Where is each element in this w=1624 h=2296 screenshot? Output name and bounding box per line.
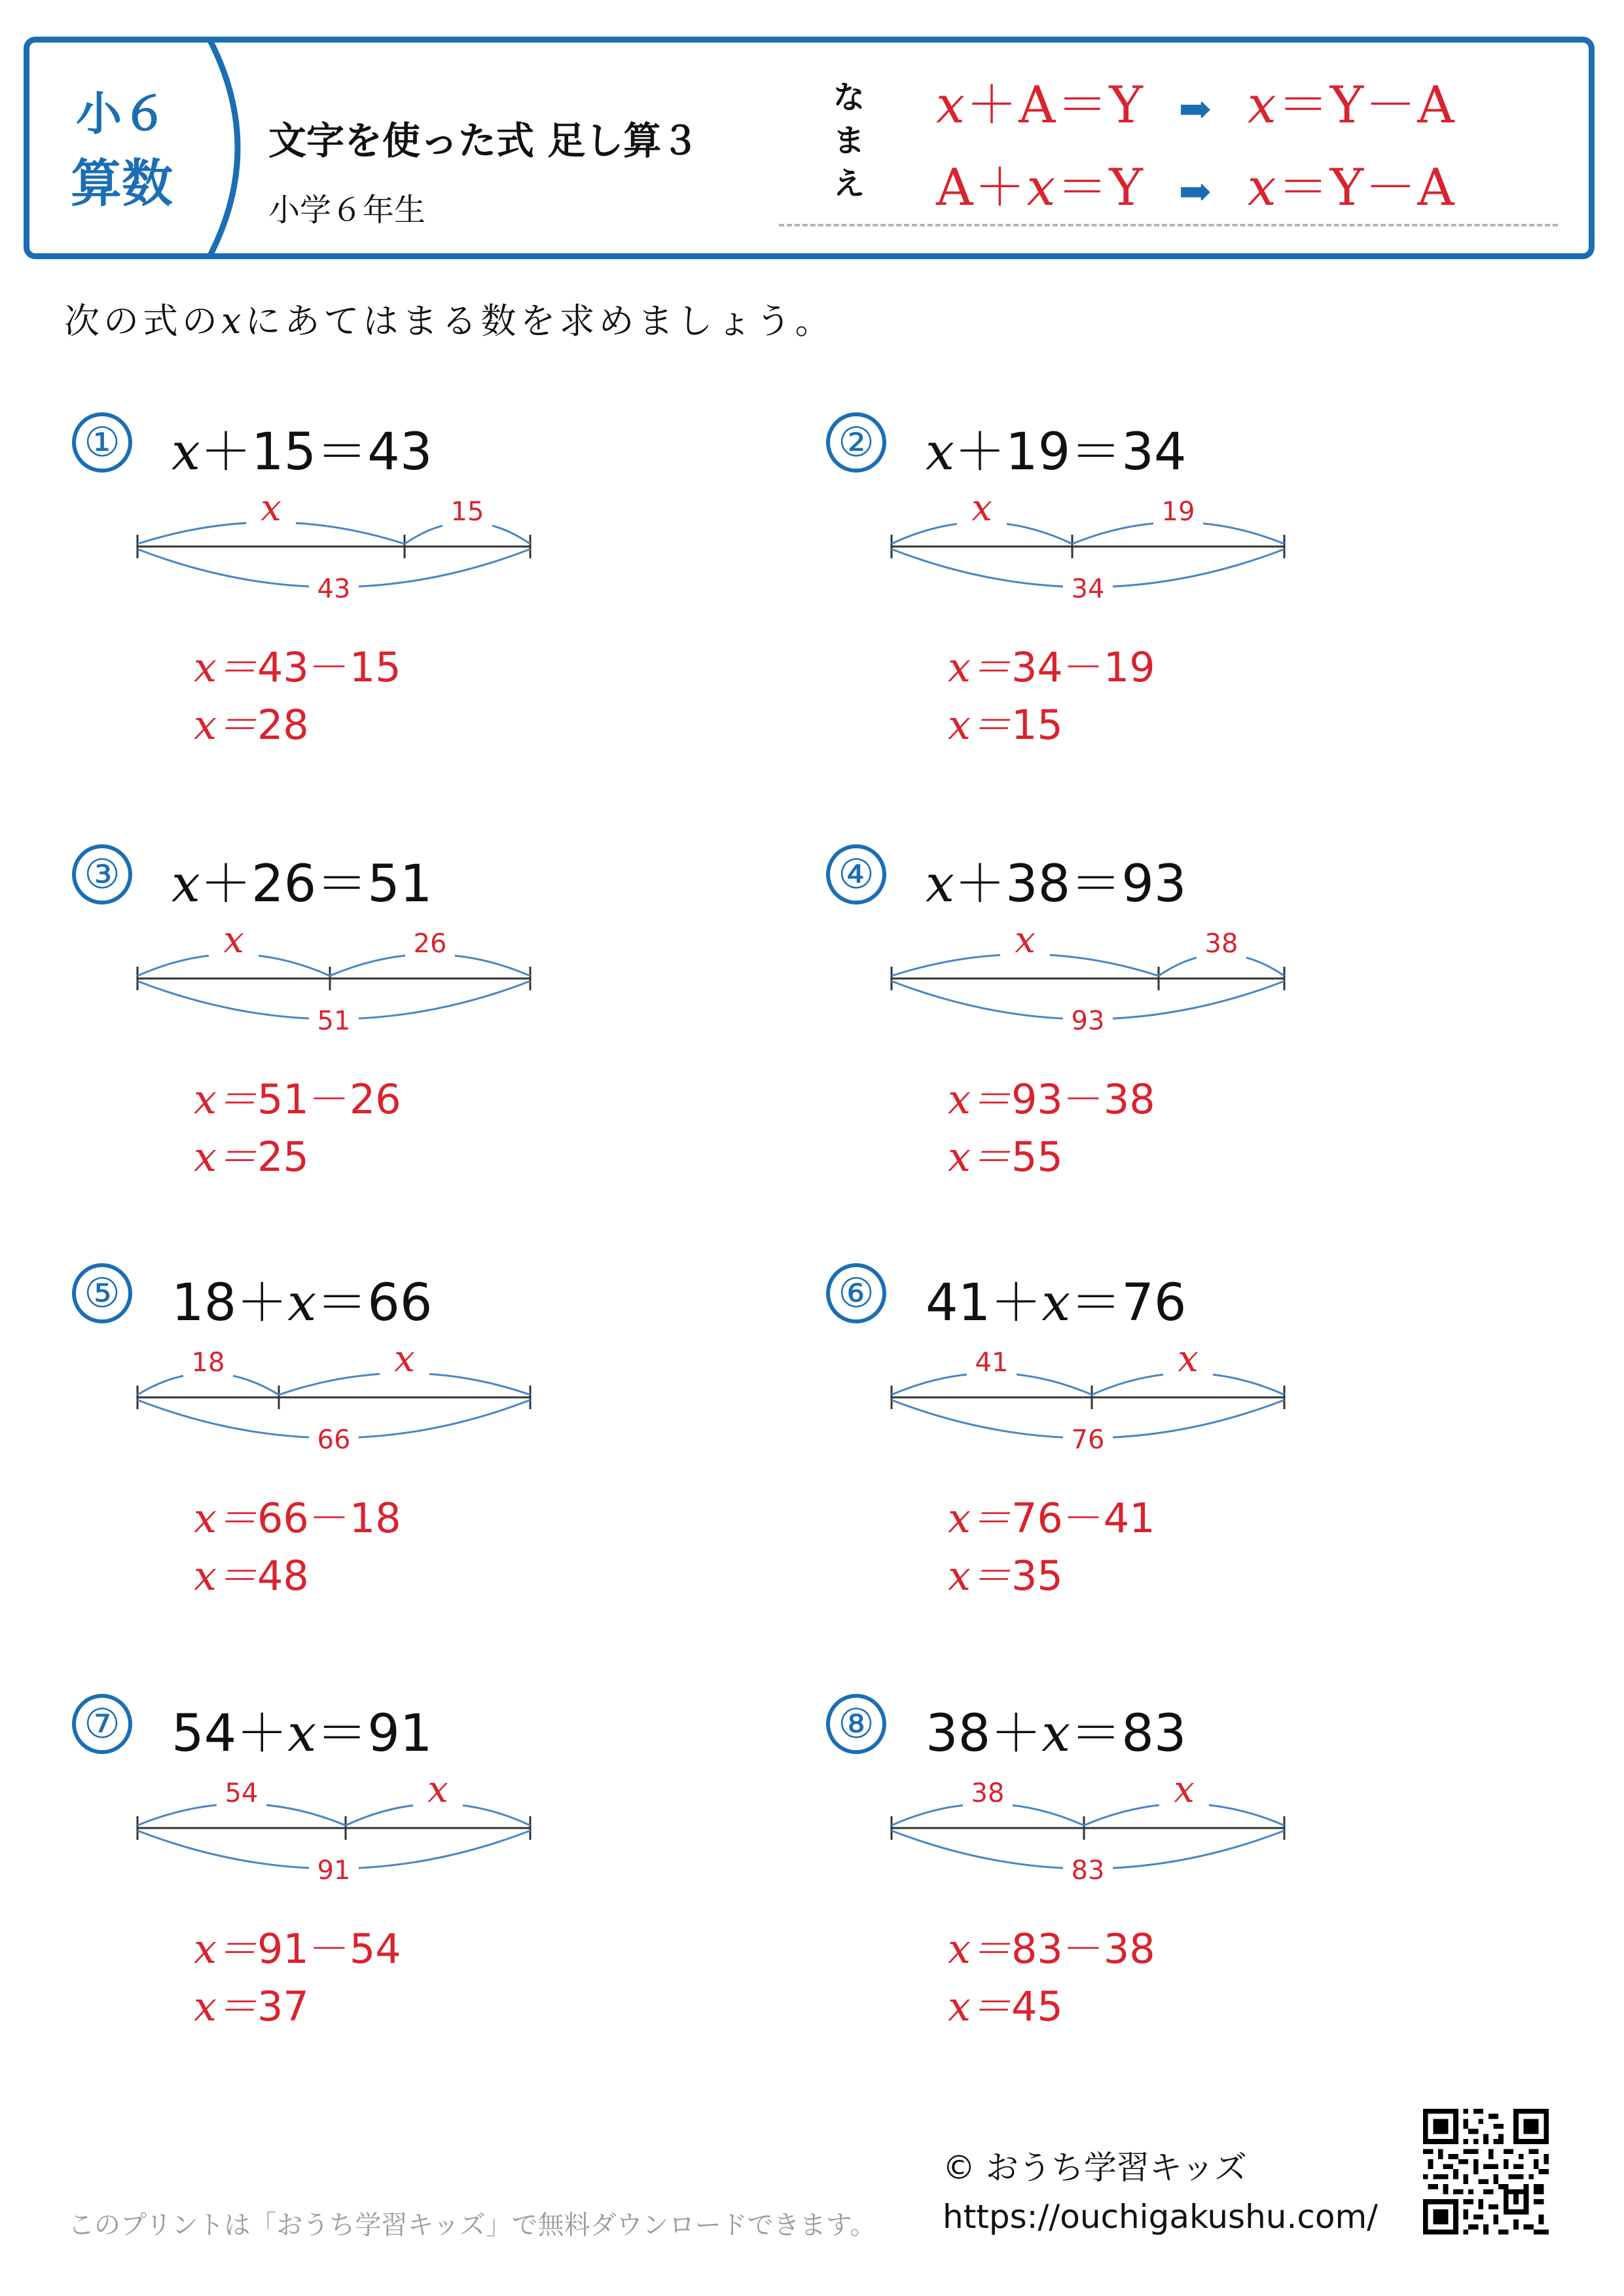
variable-x: x — [926, 423, 954, 482]
bar-diagram — [111, 916, 556, 1041]
equation-text: ＋19＝34 — [954, 423, 1187, 482]
answer-step-1 — [948, 1067, 1155, 1125]
bar-diagram — [111, 1335, 556, 1460]
answer-step-1 — [194, 1916, 401, 1975]
right-arrow-icon: ➡ — [1178, 169, 1213, 215]
answer-step-2 — [194, 692, 309, 751]
answer-step-1 — [948, 1486, 1155, 1544]
diagram-label-total: 91 — [317, 1856, 351, 1886]
equation-text: 18＋ — [171, 1274, 288, 1333]
variable-x: x — [171, 423, 200, 482]
problem-equation — [171, 1262, 433, 1335]
answer-value: 48 — [257, 1552, 309, 1600]
formula-text: ＝Y－A — [1277, 76, 1456, 135]
problem-equation — [926, 843, 1187, 916]
answer-expression: 34－19 — [1011, 643, 1155, 691]
answer-prefix: 𝑥＝ — [194, 1133, 257, 1181]
problem-number: ⑤ — [72, 1263, 132, 1323]
answer-prefix: 𝑥＝ — [948, 1133, 1011, 1181]
diagram-label-first: x — [1015, 919, 1036, 961]
answer-prefix: 𝑥＝ — [948, 1075, 1011, 1123]
name-write-line[interactable] — [779, 224, 1558, 226]
problem-1 — [72, 412, 727, 805]
answer-expression: 83－38 — [1011, 1925, 1155, 1973]
answer-step-2 — [194, 1124, 309, 1183]
problem-equation — [926, 1693, 1187, 1766]
answer-expression: 66－18 — [257, 1494, 401, 1542]
formula-text: ＝Y — [1056, 158, 1144, 217]
answer-expression: 93－38 — [1011, 1075, 1155, 1123]
answer-step-1 — [194, 1067, 401, 1125]
name-label-char: え — [833, 166, 865, 202]
equation-text: ＋15＝43 — [200, 423, 433, 482]
answer-expression: 91－54 — [257, 1925, 401, 1973]
diagram-label-first: x — [223, 919, 244, 961]
variable-x: 𝑥 — [1026, 158, 1057, 217]
answer-prefix: 𝑥＝ — [948, 1982, 1011, 2030]
diagram-label-second: x — [1178, 1338, 1199, 1380]
variable-x: x — [287, 1274, 317, 1333]
variable-x: x — [171, 855, 200, 914]
problem-number: ⑧ — [826, 1694, 886, 1754]
grade-level: 小６ — [76, 87, 168, 141]
equation-text: ＋26＝51 — [200, 855, 433, 914]
site-url[interactable]: https://ouchigakushu.com/ — [943, 2198, 1379, 2236]
answer-prefix: 𝑥＝ — [948, 643, 1011, 691]
answer-value: 15 — [1011, 701, 1063, 749]
equation-text: ＝76 — [1070, 1274, 1187, 1333]
diagram-label-second: 19 — [1161, 497, 1195, 527]
worksheet-subtitle: 小学６年生 — [268, 192, 426, 228]
answer-prefix: 𝑥＝ — [948, 701, 1011, 749]
problem-equation — [171, 1693, 433, 1766]
answer-value: 35 — [1011, 1552, 1063, 1600]
problem-8 — [826, 1694, 1481, 2087]
problem-equation — [926, 411, 1187, 484]
variable-x: 𝑥 — [1247, 76, 1278, 135]
answer-step-1 — [948, 1916, 1155, 1975]
diagram-label-second: x — [1174, 1768, 1195, 1811]
problem-5 — [72, 1263, 727, 1656]
diagram-label-first: 41 — [975, 1348, 1009, 1378]
diagram-label-total: 83 — [1071, 1856, 1105, 1886]
answer-prefix: 𝑥＝ — [194, 1075, 257, 1123]
variable-x: x — [287, 1704, 317, 1763]
diagram-label-first: 18 — [191, 1348, 225, 1378]
answer-step-2 — [194, 1974, 309, 2032]
diagram-label-second: 38 — [1204, 929, 1238, 959]
bar-diagram — [865, 484, 1310, 609]
diagram-label-second: x — [427, 1768, 448, 1811]
equation-text: ＝91 — [316, 1704, 433, 1763]
answer-prefix: 𝑥＝ — [194, 1494, 257, 1542]
answer-step-2 — [948, 1543, 1063, 1602]
problem-7 — [72, 1694, 727, 2087]
answer-step-2 — [948, 1974, 1063, 2032]
answer-value: 28 — [257, 701, 309, 749]
answer-prefix: 𝑥＝ — [194, 1552, 257, 1600]
answer-step-1 — [194, 1486, 401, 1544]
variable-x: 𝑥 — [936, 76, 966, 135]
answer-prefix: 𝑥＝ — [194, 643, 257, 691]
bar-diagram — [865, 1766, 1310, 1890]
variable-x: 𝑥 — [1247, 158, 1278, 217]
answer-prefix: 𝑥＝ — [948, 1925, 1011, 1973]
answer-value: 37 — [257, 1982, 309, 2030]
diagram-label-second: 26 — [413, 929, 447, 959]
formula-text: ＝Y－A — [1277, 158, 1456, 217]
problem-number: ④ — [826, 844, 886, 905]
rule-formula-1 — [936, 64, 1456, 137]
problem-equation — [926, 1262, 1187, 1335]
worksheet-title: 文字を使った式 足し算３ — [268, 118, 700, 163]
rule-formula-2 — [936, 147, 1456, 220]
diagram-label-total: 93 — [1071, 1006, 1105, 1036]
problem-4 — [826, 844, 1481, 1237]
diagram-label-total: 43 — [317, 574, 351, 604]
name-label-char: ま — [833, 122, 865, 159]
answer-value: 55 — [1011, 1133, 1063, 1181]
problem-number: ⑥ — [826, 1263, 886, 1323]
equation-text: ＋38＝93 — [954, 855, 1187, 914]
name-label-char: な — [833, 79, 865, 116]
answer-step-1 — [948, 635, 1155, 693]
diagram-label-second: x — [394, 1338, 415, 1380]
diagram-label-first: x — [261, 487, 281, 529]
diagram-label-total: 51 — [317, 1006, 351, 1036]
variable-x: x — [926, 855, 954, 914]
answer-expression: 43－15 — [257, 643, 401, 691]
copyright-text: © おうち学習キッズ — [943, 2149, 1247, 2187]
answer-prefix: 𝑥＝ — [194, 1925, 257, 1973]
diagram-label-second: 15 — [450, 497, 484, 527]
diagram-label-total: 66 — [317, 1425, 351, 1455]
equation-text: 41＋ — [926, 1274, 1042, 1333]
right-arrow-icon: ➡ — [1178, 86, 1213, 132]
answer-prefix: 𝑥＝ — [194, 701, 257, 749]
bar-diagram — [111, 1766, 556, 1890]
equation-text: 54＋ — [171, 1704, 288, 1763]
problem-number: ② — [826, 412, 886, 473]
answer-prefix: 𝑥＝ — [948, 1494, 1011, 1542]
diagram-label-total: 76 — [1071, 1425, 1105, 1455]
answer-prefix: 𝑥＝ — [948, 1552, 1011, 1600]
problem-equation — [171, 411, 433, 484]
answer-expression: 76－41 — [1011, 1494, 1155, 1542]
diagram-label-total: 34 — [1071, 574, 1105, 604]
problem-equation — [171, 843, 433, 916]
name-label — [826, 76, 872, 206]
diagram-label-first: 54 — [225, 1778, 259, 1808]
problem-number: ① — [72, 412, 132, 473]
answer-value: 45 — [1011, 1982, 1063, 2030]
answer-expression: 51－26 — [257, 1075, 401, 1123]
problem-3 — [72, 844, 727, 1237]
qr-code — [1423, 2109, 1549, 2234]
answer-step-1 — [194, 635, 401, 693]
variable-x: x — [1041, 1274, 1071, 1333]
subject-label: 算数 — [70, 154, 173, 213]
equation-text: ＝66 — [316, 1274, 433, 1333]
bar-diagram — [865, 1335, 1310, 1460]
answer-prefix: 𝑥＝ — [194, 1982, 257, 2030]
answer-step-2 — [948, 1124, 1063, 1183]
diagram-label-first: x — [971, 487, 992, 529]
formula-text: A＋ — [936, 158, 1027, 217]
bar-diagram — [865, 916, 1310, 1041]
problem-number: ③ — [72, 844, 132, 905]
diagram-label-first: 38 — [971, 1778, 1005, 1808]
footer-note: このプリントは「おうち学習キッズ」で無料ダウンロードできます。 — [68, 2210, 876, 2240]
formula-text: ＋A＝Y — [966, 76, 1144, 135]
bar-diagram — [111, 484, 556, 609]
answer-value: 25 — [257, 1133, 309, 1181]
problem-number: ⑦ — [72, 1694, 132, 1754]
instruction-text: 次の式の𝑥にあてはまる数を求めましょう。 — [64, 300, 835, 342]
grade-badge — [24, 37, 246, 259]
equation-text: 38＋ — [926, 1704, 1042, 1763]
answer-step-2 — [194, 1543, 309, 1602]
equation-text: ＝83 — [1070, 1704, 1187, 1763]
variable-x: x — [1041, 1704, 1071, 1763]
answer-step-2 — [948, 692, 1063, 751]
problem-6 — [826, 1263, 1481, 1656]
problem-2 — [826, 412, 1481, 805]
